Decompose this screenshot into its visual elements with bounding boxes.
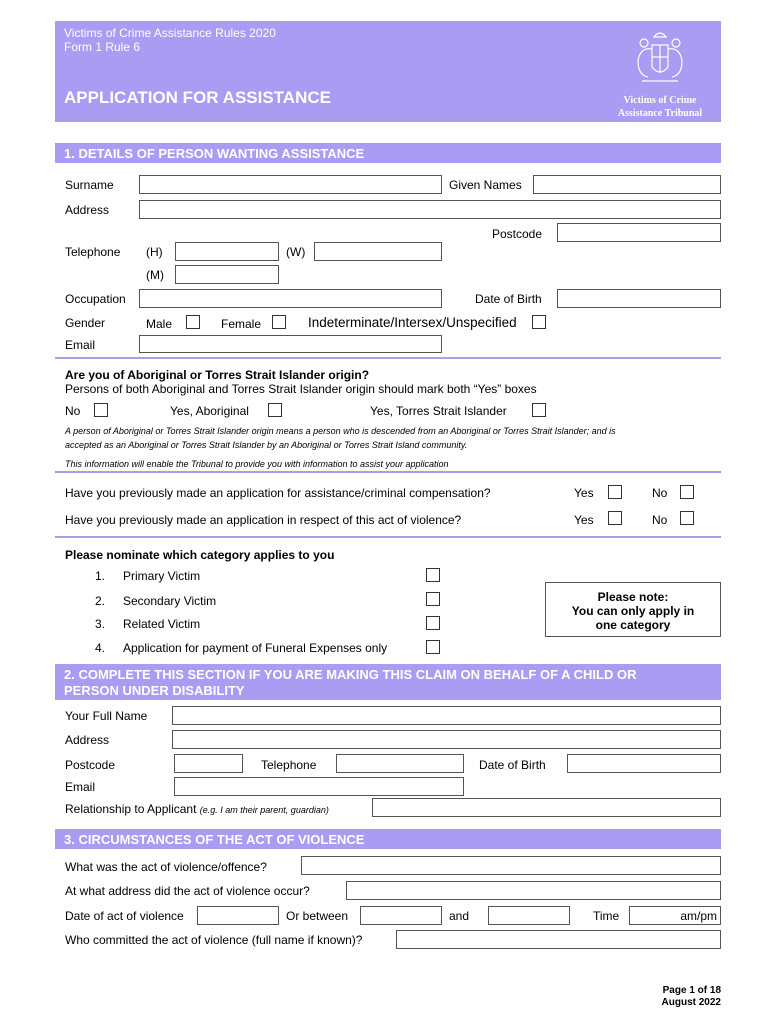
- offender-name-label: Who committed the act of violence (full name if known)?: [65, 933, 363, 947]
- page-number: Page 1 of 18: [662, 985, 721, 996]
- section3-heading-bar: [55, 829, 721, 849]
- divider: [55, 357, 721, 359]
- home-phone-field[interactable]: [175, 242, 279, 261]
- note-line1: Please note:: [597, 590, 669, 604]
- violence-date-field[interactable]: [197, 906, 279, 925]
- coat-of-arms-icon: [630, 27, 690, 89]
- previous-application-question: Have you previously made an application for assistance/criminal compensation?: [65, 486, 491, 500]
- prev2-no-checkbox[interactable]: [680, 511, 694, 525]
- surname-field[interactable]: [139, 175, 442, 194]
- male-label: Male: [146, 317, 173, 331]
- time-label: Time: [593, 909, 620, 923]
- prev1-yes-label: Yes: [574, 486, 594, 500]
- mobile-phone-field[interactable]: [175, 265, 279, 284]
- category-primary-label: Primary Victim: [123, 569, 201, 583]
- act-of-violence-label: What was the act of violence/offence?: [65, 860, 267, 874]
- atsi-subtext: Persons of both Aboriginal and Torres Strait Islander origin should mark both “Yes” boxes: [65, 382, 537, 396]
- prev2-yes-label: Yes: [574, 513, 594, 527]
- male-checkbox[interactable]: [186, 315, 200, 329]
- relationship-example: (e.g. I am their parent, guardian): [199, 805, 329, 815]
- ampm-label: am/pm: [680, 909, 717, 923]
- tribunal-name-line2: Assistance Tribunal: [617, 108, 703, 119]
- category-note-box: [545, 582, 721, 637]
- section2-heading-line2: PERSON UNDER DISABILITY: [64, 683, 245, 698]
- note-line3: one category: [595, 618, 671, 632]
- between-date-start-field[interactable]: [360, 906, 442, 925]
- or-between-label: Or between: [286, 909, 349, 923]
- rep-address-field[interactable]: [172, 730, 721, 749]
- home-phone-label: (H): [146, 245, 163, 259]
- yes-tsi-label: Yes, Torres Strait Islander: [370, 404, 507, 418]
- full-name-field[interactable]: [172, 706, 721, 725]
- address-field[interactable]: [139, 200, 721, 219]
- prev2-no-label: No: [652, 513, 668, 527]
- prev1-no-checkbox[interactable]: [680, 485, 694, 499]
- category-number: 1.: [95, 569, 106, 583]
- gender-label: Gender: [65, 316, 106, 330]
- indeterminate-label: Indeterminate/Intersex/Unspecified: [308, 315, 517, 330]
- rep-address-label: Address: [65, 733, 110, 747]
- atsi-info-note: This information will enable the Tribunal to provide you with information to assist your application: [65, 459, 449, 469]
- occupation-label: Occupation: [65, 292, 126, 306]
- email-label: Email: [65, 338, 96, 352]
- form-date: August 2022: [661, 997, 721, 1008]
- category-heading: Please nominate which category applies to you: [65, 548, 335, 562]
- atsi-no-label: No: [65, 404, 81, 418]
- mobile-phone-label: (M): [146, 268, 164, 282]
- rep-postcode-label: Postcode: [65, 758, 116, 772]
- tribunal-name-line1: Victims of Crime: [623, 95, 697, 106]
- category-number: 4.: [95, 641, 106, 655]
- yes-aboriginal-label: Yes, Aboriginal: [170, 404, 249, 418]
- section1-heading-bar: [55, 143, 721, 163]
- female-checkbox[interactable]: [272, 315, 286, 329]
- form-header: [55, 21, 721, 122]
- previous-act-question: Have you previously made an application in respect of this act of violence?: [65, 513, 462, 527]
- form-rule: Form 1 Rule 6: [64, 40, 141, 54]
- prev2-yes-checkbox[interactable]: [608, 511, 622, 525]
- category-secondary-checkbox[interactable]: [426, 592, 440, 606]
- yes-tsi-checkbox[interactable]: [532, 403, 546, 417]
- divider: [55, 471, 721, 473]
- surname-label: Surname: [65, 178, 114, 192]
- offender-name-field[interactable]: [396, 930, 721, 949]
- page-footer: [600, 985, 721, 1009]
- rep-telephone-label: Telephone: [261, 758, 317, 772]
- work-phone-label: (W): [286, 245, 306, 259]
- and-label: and: [449, 909, 470, 923]
- violence-date-label: Date of act of violence: [65, 909, 184, 923]
- rep-email-label: Email: [65, 780, 96, 794]
- email-field[interactable]: [139, 335, 442, 353]
- page-title: APPLICATION FOR ASSISTANCE: [64, 88, 331, 107]
- given-names-field[interactable]: [533, 175, 721, 194]
- given-names-label: Given Names: [449, 178, 522, 192]
- indeterminate-checkbox[interactable]: [532, 315, 546, 329]
- atsi-definition-line1: A person of Aboriginal or Torres Strait Islander origin means a person who is descended from an Aboriginal or Torres Strait Islander; and is: [65, 426, 616, 436]
- category-funeral-label: Application for payment of Funeral Expenses only: [123, 641, 388, 655]
- full-name-label: Your Full Name: [65, 709, 148, 723]
- work-phone-field[interactable]: [314, 242, 442, 261]
- postcode-label: Postcode: [492, 227, 543, 241]
- rep-postcode-field[interactable]: [174, 754, 243, 773]
- act-of-violence-field[interactable]: [301, 856, 721, 875]
- category-number: 2.: [95, 594, 106, 608]
- violence-address-label: At what address did the act of violence occur?: [65, 884, 310, 898]
- category-secondary-label: Secondary Victim: [123, 594, 217, 608]
- section2-heading-bar: [55, 664, 721, 700]
- section2-heading-line1: 2. COMPLETE THIS SECTION IF YOU ARE MAKING THIS CLAIM ON BEHALF OF A CHILD OR: [64, 667, 637, 682]
- relationship-label-text: Relationship to Applicant: [65, 802, 197, 816]
- section1-heading: 1. DETAILS OF PERSON WANTING ASSISTANCE: [64, 146, 365, 161]
- date-of-birth-label: Date of Birth: [475, 292, 542, 306]
- rep-dob-label: Date of Birth: [479, 758, 546, 772]
- prev1-yes-checkbox[interactable]: [608, 485, 622, 499]
- rep-email-field[interactable]: [174, 777, 464, 796]
- category-number: 3.: [95, 617, 106, 631]
- violence-address-field[interactable]: [346, 881, 721, 900]
- category-primary-checkbox[interactable]: [426, 568, 440, 582]
- category-funeral-checkbox[interactable]: [426, 640, 440, 654]
- between-date-end-field[interactable]: [488, 906, 570, 925]
- rep-dob-field[interactable]: [567, 754, 721, 773]
- occupation-field[interactable]: [139, 289, 442, 308]
- note-line2: You can only apply in: [571, 604, 695, 618]
- divider: [55, 536, 721, 538]
- section3-heading: 3. CIRCUMSTANCES OF THE ACT OF VIOLENCE: [64, 832, 365, 847]
- atsi-no-checkbox[interactable]: [94, 403, 108, 417]
- date-of-birth-field[interactable]: [557, 289, 721, 308]
- telephone-label: Telephone: [65, 245, 121, 259]
- rules-title: Victims of Crime Assistance Rules 2020: [64, 26, 276, 40]
- relationship-label: [65, 802, 329, 816]
- postcode-field[interactable]: [557, 223, 721, 242]
- category-related-checkbox[interactable]: [426, 616, 440, 630]
- rep-telephone-field[interactable]: [336, 754, 464, 773]
- atsi-question: Are you of Aboriginal or Torres Strait Islander origin?: [65, 368, 370, 382]
- female-label: Female: [221, 317, 262, 331]
- time-field[interactable]: [629, 906, 721, 925]
- category-related-label: Related Victim: [123, 617, 201, 631]
- prev1-no-label: No: [652, 486, 668, 500]
- atsi-definition-line2: accepted as an Aboriginal or Torres Strait Islander by an Aboriginal or Torres Strait Island community.: [65, 440, 468, 450]
- address-label: Address: [65, 203, 110, 217]
- yes-aboriginal-checkbox[interactable]: [268, 403, 282, 417]
- relationship-field[interactable]: [372, 798, 721, 817]
